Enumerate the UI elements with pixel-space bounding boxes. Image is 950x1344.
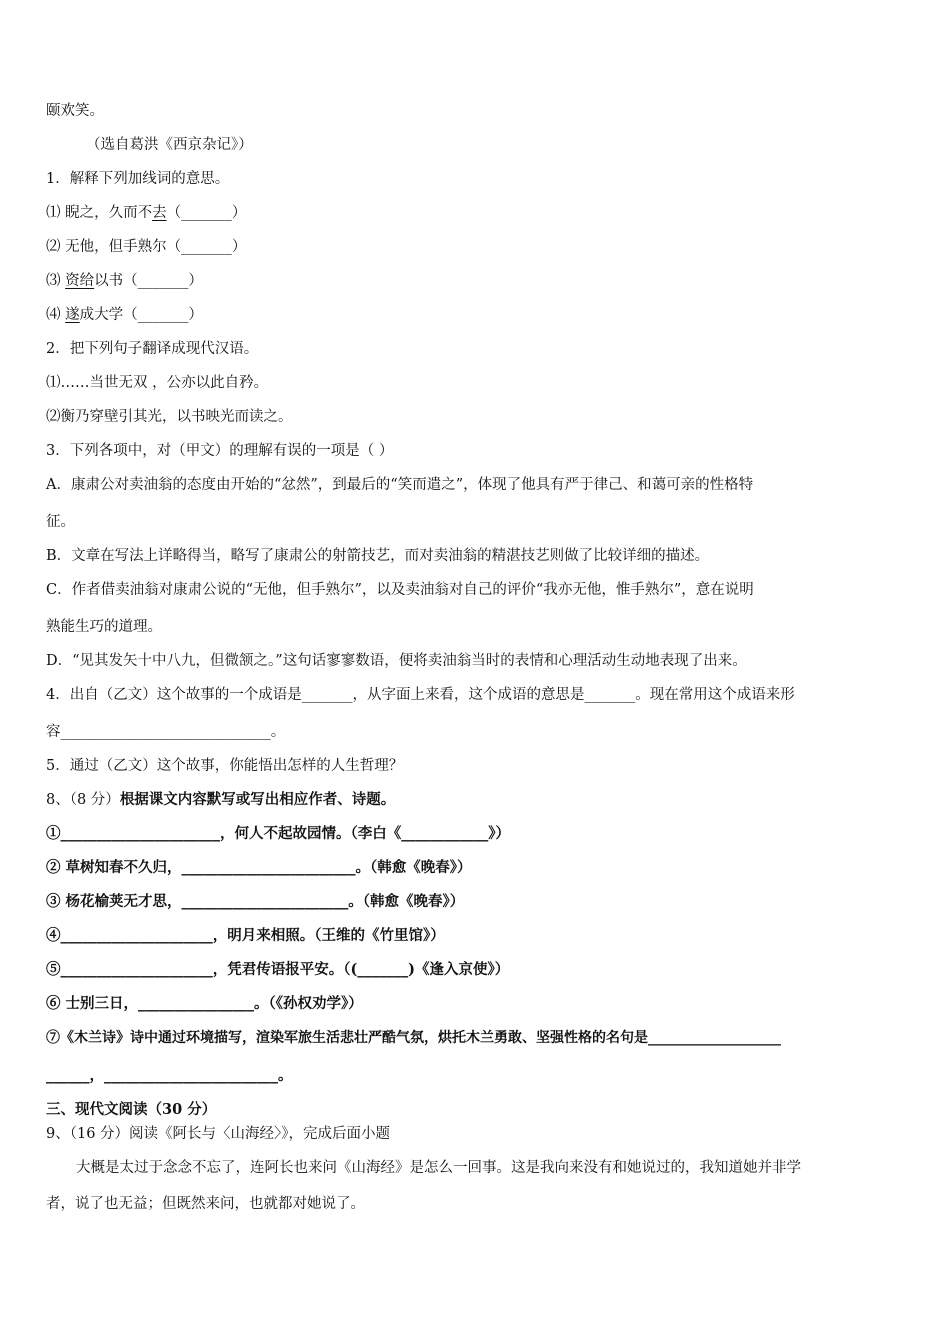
question-2-item-2: ⑵衡乃穿壁引其光，以书映光而读之。 (46, 409, 293, 425)
recite-item-7-cont: ______，________________________。 (46, 1067, 293, 1084)
option-b: B．文章在写法上详略得当，略写了康肃公的射箭技艺，而对卖油翁的精湛技艺则做了比较详细的描述。 (46, 548, 710, 564)
question-1: 1．解释下列加线词的意思。 (46, 171, 230, 187)
recite-item-5: ⑤_____________________，凭君传语报平安。（(_______)《逢入京使》） (46, 961, 510, 978)
recite-item-4: ④_____________________，明月来相照。（王维的《竹里馆》） (46, 927, 445, 944)
option-c: C．作者借卖油翁对康肃公说的“无他，但手熟尔”，以及卖油翁对自己的评价“我亦无他，惟手熟尔”，意在说明 (46, 582, 754, 598)
recite-item-7: ⑦《木兰诗》诗中通过环境描写，渲染军旅生活悲壮严酷气氛，烘托木兰勇敢、坚强性格的名句是___________________ (46, 1030, 781, 1046)
question-1-item-3: ⑶ 资给以书（_______） (46, 273, 203, 289)
question-5: 5．通过（乙文）这个故事，你能悟出怎样的人生哲理？ (46, 758, 404, 774)
question-1-item-4: ⑷ 遂成大学（_______） (46, 307, 203, 323)
source-citation: （选自葛洪《西京杂记》） (86, 137, 253, 153)
question-2-item-1: ⑴……当世无双 ，公亦以此自矜。 (46, 375, 269, 391)
question-2: 2．把下列句子翻译成现代汉语。 (46, 341, 259, 357)
passage-line: 大概是太过于念念不忘了，连阿长也来问《山海经》是怎么一回事。这是我向来没有和她说过的，我知道她并非学 (76, 1160, 801, 1176)
option-a: A．康肃公对卖油翁的态度由开始的“忿然”，到最后的“笑而遣之”，体现了他具有严于律己、和蔼可亲的性格特 (46, 477, 754, 493)
recite-item-3: ③ 杨花榆荚无才思，_______________________。（韩愈《晚春》） (46, 893, 465, 910)
recite-item-2: ② 草树知春不久归，________________________。（韩愈《晚春》） (46, 859, 472, 876)
recite-item-6: ⑥ 士别三日，________________。（《孙权劝学》） (46, 995, 363, 1012)
passage-line: 者，说了也无益；但既然来问，也就都对她说了。 (46, 1196, 365, 1212)
option-c-cont: 熟能生巧的道理。 (46, 619, 162, 635)
recite-item-1: ①______________________，何人不起故园情。（李白《____________》） (46, 825, 510, 842)
question-1-item-2: ⑵ 无他，但手熟尔（_______） (46, 239, 247, 255)
option-d: D．“见其发矢十中八九，但微颔之。”这句话寥寥数语，便将卖油翁当时的表情和心理活动生动地表现了出来。 (46, 653, 747, 669)
question-3: 3．下列各项中，对（甲文）的理解有误的一项是（ ） (46, 443, 394, 459)
question-9: 9、（16 分）阅读《阿长与〈山海经〉》，完成后面小题 (46, 1126, 391, 1142)
question-4-cont: 容_____________________________。 (46, 724, 286, 740)
text-line: 颐欢笑。 (46, 103, 104, 119)
question-8: 8、（8 分）根据课文内容默写或写出相应作者、诗题。 (46, 791, 396, 808)
section-heading: 三、现代文阅读（30 分） (46, 1101, 217, 1118)
question-1-item-1: ⑴ 睨之，久而不去（_______） (46, 205, 247, 221)
question-4: 4．出自（乙文）这个故事的一个成语是_______，从字面上来看，这个成语的意思是_______。现在常用这个成语来形 (46, 687, 795, 703)
option-a-cont: 征。 (46, 514, 75, 530)
